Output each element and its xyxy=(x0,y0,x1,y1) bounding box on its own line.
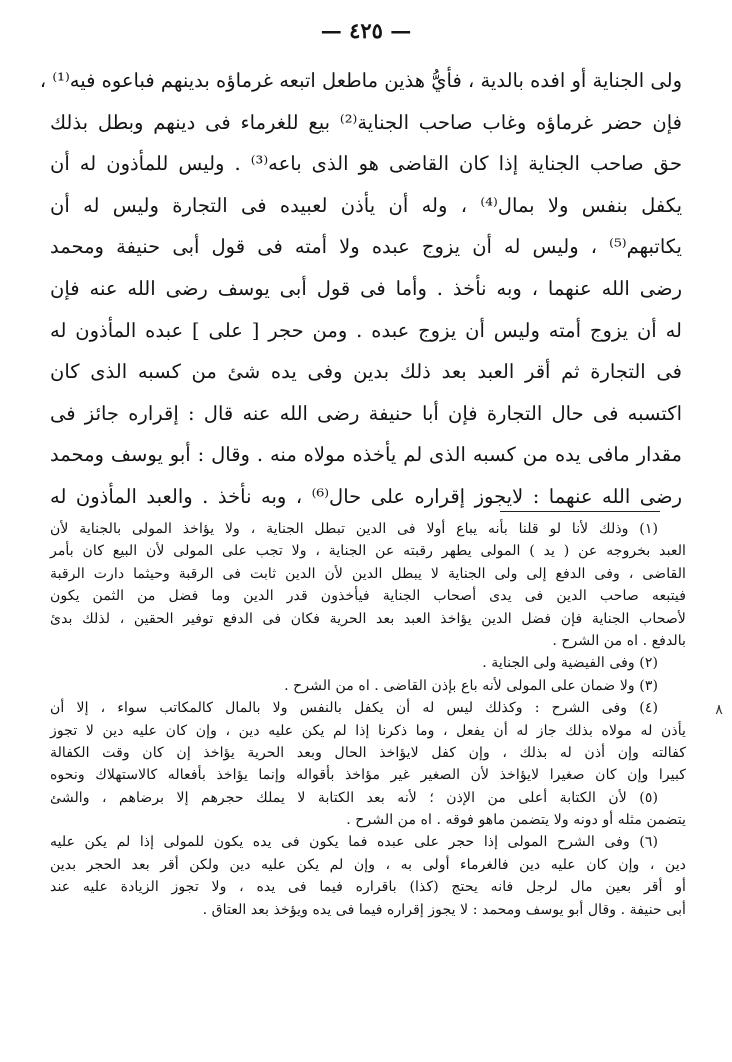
main-text-line: رضى الله عنهما : لايجوز إقراره على حال⁽⁶⁾ ، وبه نأخذ . والعبد المأذون له xyxy=(50,484,682,508)
main-body-text xyxy=(39,60,683,518)
footnote-line: كبيرا وإن كان صغيرا لايؤاخذ لأن الصغير غير مؤاخذ بأقواله وإنما يؤاخذ بأفعاله كالاستهلاك ونحوه xyxy=(50,767,686,784)
footnote-line: أبى حنيفة . وقال أبو يوسف ومحمد : لا يجوز إقراره فيما فى يده ويؤخذ بعد العتاق . xyxy=(202,901,686,918)
footnote-line: (٥) لأن الكتابة أعلى من الإذن ؛ لأنه بعد الكتابة لا يملك حجرهم إلا برضاهم ، والشئ xyxy=(50,789,658,806)
footnote-line: العبد بخروجه عن ( يد ) المولى يطهر رقبته عن الجناية ، ولا تجب على المولى لأن البيع كان بأمر xyxy=(50,543,686,560)
main-text-line: مقدار مافى يده من كسبه الذى لم يأخذه مولاه منه . وقال : أبو يوسف ومحمد xyxy=(50,443,682,467)
footnote-line: (٤) وفى الشرح : وكذلك ليس له أن يكفل بالنفس ولا بالمال كالمكاتب سواء ، إلا أن xyxy=(50,700,658,717)
main-text-line: فإن حضر غرماؤه وغاب صاحب الجناية⁽²⁾ بيع للغرماء فى دينهم وبطل بذلك xyxy=(50,110,682,134)
footnote-line: (٢) وفى الفيضية ولى الجناية . xyxy=(482,655,658,672)
main-text-line: اكتسبه فى حال التجارة فإن أبا حنيفة رضى الله عنه قال : إقراره جائز فى xyxy=(50,401,682,425)
main-text-line: فى التجارة ثم أقر العبد بعد ذلك بدين وفى يده شئ من كسبه الذى كان xyxy=(50,360,682,384)
footnote-line: أو أقر بعين مال لرجل فانه يحتج (كذا) باقراره فيما فى يده ، ولا تجوز الزيادة عليه عند xyxy=(50,879,686,896)
page-number: — ٤٢٥ — xyxy=(320,18,412,43)
main-text-line: له أن يزوج أمته وليس أن يزوج عبده . ومن حجر [ على ] عبده المأذون له xyxy=(50,318,682,342)
main-text-line: ولى الجناية أو افده بالدية ، فأيُّ هذين ماطعل اتبعه غرماؤه بدينهم فباعوه فيه⁽¹⁾ ، xyxy=(39,69,682,92)
footnote-line: (٦) وفى الشرح المولى إذا حجر على عبده فما يكون فى يده يكون للمولى إذا لم يكن عليه xyxy=(50,834,658,851)
footnote-line: يأذن له مولاه بذلك جاز له أن يفعل ، وما ذكرنا إذا لم يكن عليه دين ، وإن كان عليه دين لا تجوز xyxy=(50,722,686,739)
footnotes-section xyxy=(50,518,686,921)
margin-mark: ٨ xyxy=(715,702,723,718)
footnote-line: بالدفع . اه من الشرح . xyxy=(552,632,686,649)
footnote-line: القاضى ، وفى الدفع إلى ولى الجناية لا يبطل الدين لأن الدين ثابت فى الرقبة وحيثما دارت الرقبة xyxy=(50,565,686,582)
main-text-line: يكاتبهم⁽⁵⁾ ، وليس له أن يزوج عبده ولا أمته فى قول أبى حنيفة ومحمد xyxy=(50,235,682,259)
main-text-line: رضى الله عنهما ، وبه نأخذ . وأما فى قول أبى يوسف رضى الله عنه فإن xyxy=(50,276,682,300)
footnote-line: (٣) ولا ضمان على المولى لأنه باع بإذن القاضى . اه من الشرح . xyxy=(284,677,658,694)
footnote-line: فيتبعه صاحب الدين فى يدى أصحاب الجناية فيأخذون قدر الدين وما فضل من الثمن يكون xyxy=(50,588,686,605)
main-text-line: يكفل بنفس ولا بمال⁽⁴⁾ ، وله أن يأذن لعبيده فى التجارة وليس له أن xyxy=(50,193,682,217)
footnote-line: دين ، وإن كان عليه دين فالغرماء أولى به ، وإن لم يكن عليه دين ولكن أقر بعد الحجر بدين xyxy=(50,856,686,873)
main-text-line: حق صاحب الجناية إذا كان القاضى هو الذى باعه⁽³⁾ . وليس للمأذون له أن xyxy=(50,152,683,176)
footnote-line: يتضمن مثله أو دونه ولا يتضمن ماهو فوقه . اه من الشرح . xyxy=(346,812,686,829)
footnote-line: (١) وذلك لأنا لو قلنا بأنه يباع أولا فى الدين تبطل الجناية ، ولا يؤاخذ المولى بالجناية لأن xyxy=(50,521,658,537)
footnote-divider xyxy=(500,511,660,512)
footnote-line: كفالته وإن أذن له بذلك ، وإن كفل لايؤاخذ الحال وبعد الحرية يؤاخذ إن كان وقت الكفالة xyxy=(50,744,686,761)
footnote-line: لأصحاب الجناية فإن فضل الدين يؤاخذ العبد بعد الحرية فكان فى الدفع توفير الحقين ، لذلك بدئ xyxy=(50,610,686,627)
